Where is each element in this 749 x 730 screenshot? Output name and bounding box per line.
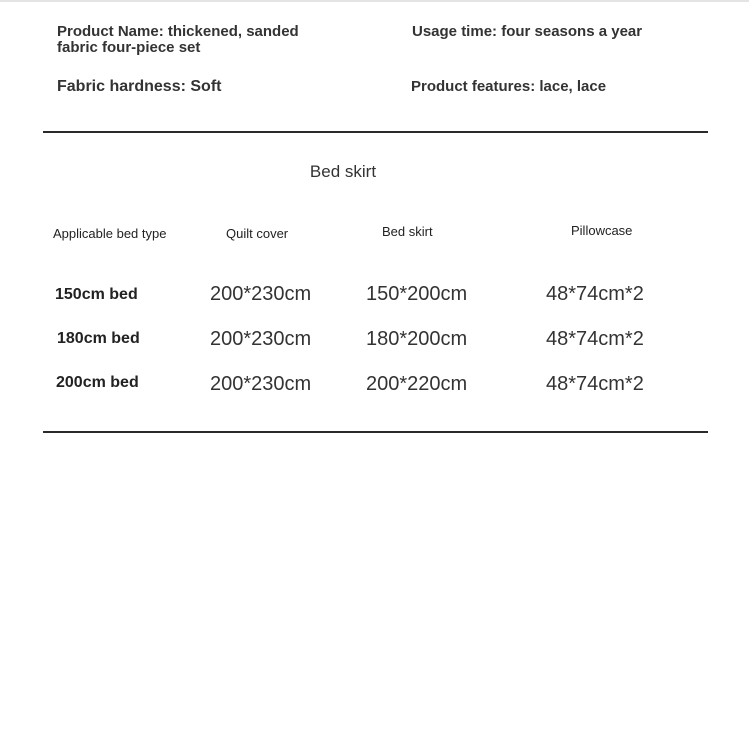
- row-2-pillowcase: 48*74cm*2: [546, 328, 644, 350]
- product-features-attribute: Product features: lace, lace: [411, 78, 607, 95]
- row-3-bed-type: 200cm bed: [56, 374, 139, 391]
- row-1-quilt-cover: 200*230cm: [210, 283, 312, 305]
- top-divider: [43, 131, 708, 133]
- fabric-hardness-attribute: Fabric hardness: Soft: [57, 78, 222, 95]
- row-2-bed-skirt: 180*200cm: [366, 328, 468, 350]
- header-quilt-cover: Quilt cover: [226, 226, 289, 241]
- usage-time-attribute: Usage time: four seasons a year: [412, 23, 643, 40]
- row-3-pillowcase: 48*74cm*2: [546, 373, 644, 395]
- row-2-quilt-cover: 200*230cm: [210, 328, 312, 350]
- row-3-bed-skirt: 200*220cm: [366, 373, 468, 395]
- header-pillowcase: Pillowcase: [571, 223, 633, 238]
- table-title: Bed skirt: [309, 162, 377, 181]
- row-1-pillowcase: 48*74cm*2: [546, 283, 644, 305]
- header-bed-type: Applicable bed type: [53, 226, 167, 241]
- top-border: [0, 0, 749, 2]
- header-bed-skirt: Bed skirt: [382, 224, 433, 239]
- row-3-quilt-cover: 200*230cm: [210, 373, 312, 395]
- bottom-divider: [43, 431, 708, 433]
- row-1-bed-skirt: 150*200cm: [366, 283, 468, 305]
- row-1-bed-type: 150cm bed: [55, 286, 138, 303]
- product-name-attribute: Product Name: thickened, sanded fabric four-piece set: [57, 23, 299, 56]
- row-2-bed-type: 180cm bed: [57, 330, 140, 347]
